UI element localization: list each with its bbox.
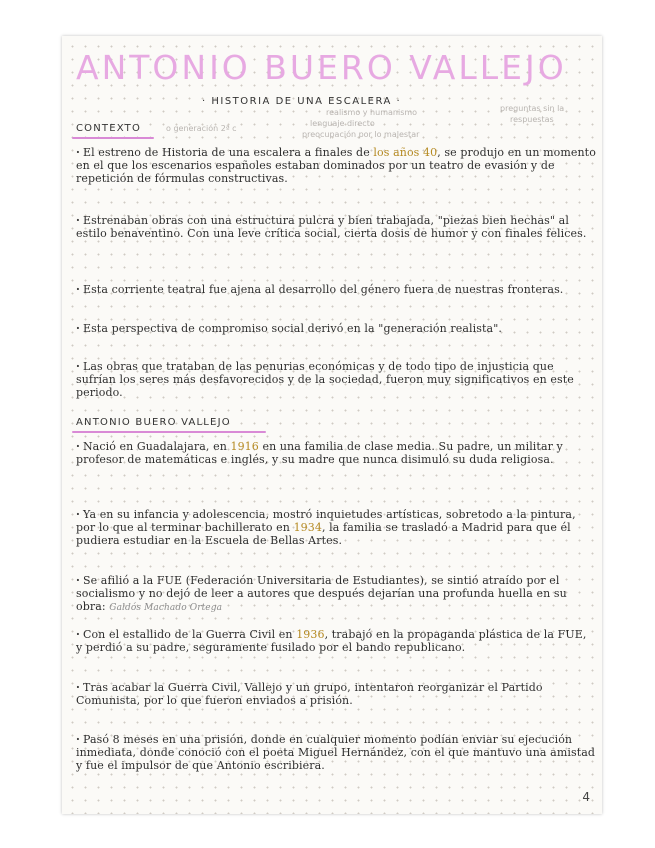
biography-item-text: , trabajó en la propaganda plástica de la FUE, y perdió a su padre, seguramente fusilado por el bando republicano. xyxy=(76,628,587,654)
biography-item-text: Se afilió a la FUE (Federación Universitaria de Estudiantes), se sintió atraído por el socialismo y no dejó de leer a autores que después dejarían una profunda huella en su obra: xyxy=(76,574,567,613)
note-preguntas: preguntas sin la xyxy=(500,104,565,113)
biography-item: · Tras acabar la Guerra Civil, Vallejo y un grupo, intentaron reorganizar el Partido Comunista, por lo que fueron enviados a prisión. xyxy=(76,681,596,707)
page-number: 4 xyxy=(582,790,590,804)
contexto-underline xyxy=(72,137,154,139)
contexto-item xyxy=(76,146,596,185)
author-names: Galdós Machado Ortega xyxy=(109,603,223,613)
contexto-item: · Esta corriente teatral fue ajena al desarrollo del género fuera de nuestras fronteras. xyxy=(76,283,596,296)
note-respuestas: respuestas xyxy=(510,115,554,124)
note-preocupacion: preocupación por lo malestar xyxy=(302,130,420,139)
contexto-item: · Esta perspectiva de compromiso social derivó en la "generación realista". xyxy=(76,322,596,335)
biography-item-text: Nació en Guadalajara, en xyxy=(82,440,231,453)
biography-item-text: en una familia de clase media. Su padre, un militar y profesor de matemáticas e inglés, y su madre que nunca disimuló su duda religiosa. xyxy=(76,440,563,466)
autor-underline xyxy=(72,431,266,433)
biography-item xyxy=(76,628,596,654)
autor-heading: ANTONIO BUERO VALLEJO xyxy=(76,417,231,428)
contexto-heading: CONTEXTO xyxy=(76,123,142,134)
notebook-page xyxy=(62,36,602,814)
highlighted-date: 1936 xyxy=(296,628,325,641)
note-lenguaje: lenguaje directo xyxy=(310,119,375,128)
contexto-item-text: El estreno de Historia de una escalera a finales de xyxy=(82,146,370,159)
biography-item: · Pasó 8 meses en una prisión, donde en cualquier momento podían enviar su ejecución inmediata, donde conoció con el poeta Miguel Hernández, con el que mantuvo una amistad y fue el impulsor de que Antonio escribiera. xyxy=(76,733,596,772)
contexto-item: · Las obras que trataban de las penurias económicas y de todo tipo de injusticia que sufrían los seres más desfavorecidos y de la sociedad, fueron muy significativos en este periodo. xyxy=(76,360,596,399)
biography-item xyxy=(76,508,596,547)
highlighted-date: los años 40 xyxy=(373,146,438,159)
note-realismo: realismo y humanismo xyxy=(326,108,418,117)
contexto-item-text: , se produjo en un momento en el que los escenarios españoles estaban dominados por un teatro de evasión y de repetición de fórmulas constructivas. xyxy=(76,146,596,185)
highlighted-date: 1934 xyxy=(293,521,322,534)
biography-item xyxy=(76,440,596,466)
note-generacion: o generación 2ª c xyxy=(166,124,237,133)
work-subtitle: · HISTORIA DE UNA ESCALERA · xyxy=(202,96,402,107)
contexto-item: · Estrenaban obras con una estructura pulcra y bien trabajada, "piezas bien hechas" al estilo benaventino. Con una leve crítica social, cierta dosis de humor y con finales felices. xyxy=(76,214,596,240)
biography-item-text: Ya en su infancia y adolescencia, mostró inquietudes artísticas, sobretodo a la pintura, por lo que al terminar bachillerato en xyxy=(76,508,576,534)
biography-item-text: Con el estallido de la Guerra Civil en xyxy=(82,628,297,641)
page-title: ANTONIO BUERO VALLEJO xyxy=(76,48,567,87)
biography-item-text: , la familia se trasladó a Madrid para que él pudiera estudiar en la Escuela de Bellas Artes. xyxy=(76,521,571,547)
highlighted-date: 1916 xyxy=(230,440,259,453)
biography-item xyxy=(76,574,596,615)
